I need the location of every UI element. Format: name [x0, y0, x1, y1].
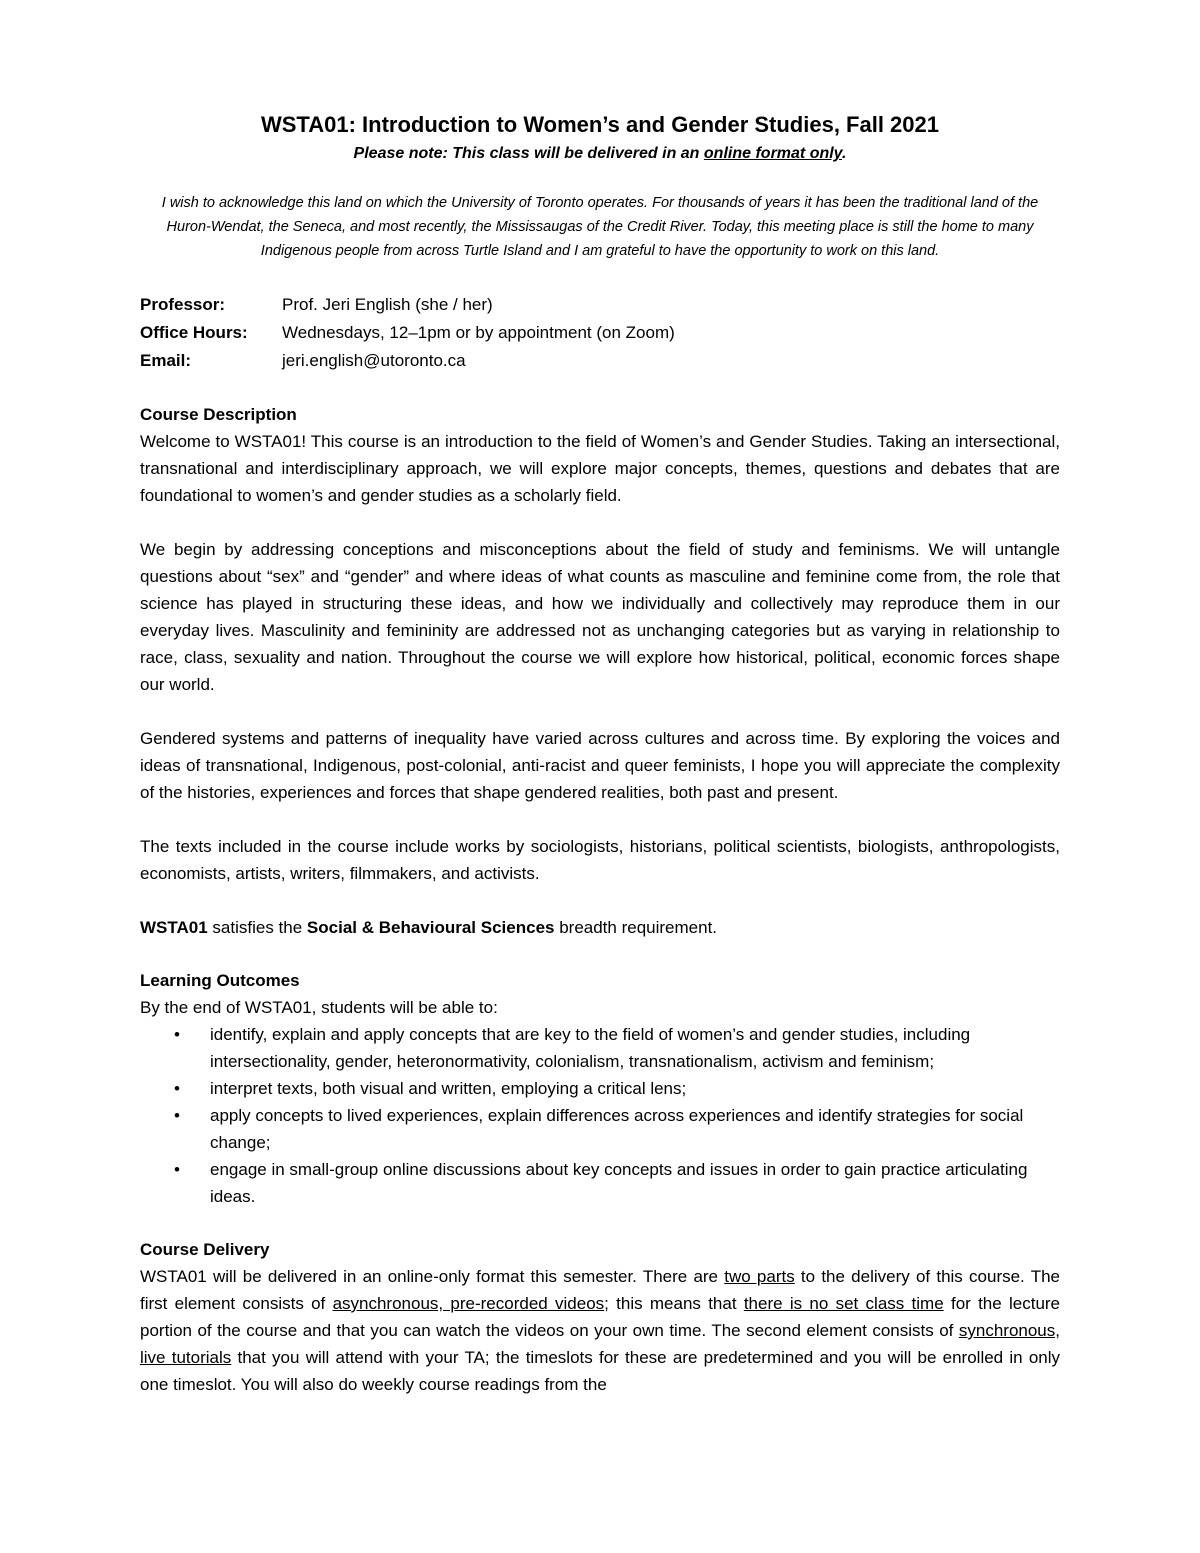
professor-label: Professor:: [140, 295, 226, 314]
description-paragraph: We begin by addressing conceptions and misconceptions about the field of study and feminisms. We will untangle questions about “sex” and “gender” and where ideas of what counts as masculine and feminine come from, the role that science has played in structuring these ideas, and how we individually and collectively may reproduce them in our everyday lives. Masculinity and femininity are addressed not as unchanging categories but as varying in relationship to race, class, sexuality and nation. Throughout the course we will explore how historical, political, economic forces shape our world.: [140, 540, 1060, 694]
description-paragraph: Gendered systems and patterns of inequality have varied across cultures and across time. By exploring the voices and ideas of transnational, Indigenous, post-colonial, anti-racist and queer feminists, I hope you will appreciate the complexity of the histories, experiences and forces that shape gendered realities, both past and present.: [140, 729, 1060, 802]
email-label: Email:: [140, 351, 192, 370]
course-description-heading: Course Description: [140, 405, 297, 424]
course-delivery-section: [140, 1236, 1060, 1398]
page-title: WSTA01: Introduction to Women’s and Gender Studies, Fall 2021: [260, 112, 939, 137]
list-item: • identify, explain and apply concepts that are key to the field of women’s and gender studies, including intersectionality, gender, heteronormativity, colonialism, transnationalism, activism and feminism;: [210, 1021, 1060, 1075]
online-format-text: online format only: [703, 145, 842, 162]
email-row: [140, 347, 1060, 375]
course-delivery-paragraph: WSTA01 will be delivered in an online-only format this semester. There are two parts to the delivery of this course. The first element consists of asynchronous, pre-recorded videos; this means that there is no set class time for the lecture portion of the course and that you can watch the videos on your own time. The second element consists of synchronous, live tutorials that you will attend with your TA; the timeslots for these are predetermined and you will be enrolled in only one timeslot. You will also do weekly course readings from the: [140, 1267, 1061, 1394]
professor-value: Prof. Jeri English (she / her): [282, 295, 493, 314]
delivery-note: Please note: This class will be delivered in an online format only.: [353, 145, 847, 162]
description-paragraph: The texts included in the course include works by sociologists, historians, political scientists, biologists, anthropologists, economists, artists, writers, filmmakers, and activists.: [140, 837, 1060, 883]
office-hours-label: Office Hours:: [140, 323, 248, 342]
list-item: • apply concepts to lived experiences, explain differences across experiences and identify strategies for social change;: [210, 1102, 1060, 1156]
learning-outcomes-list: [140, 1021, 1060, 1210]
instructor-info: [140, 291, 1060, 375]
professor-row: [140, 291, 1060, 319]
learning-outcomes-section: [140, 967, 1060, 1210]
breadth-requirement: WSTA01 satisfies the Social & Behavioural Sciences breadth requirement.: [140, 918, 718, 937]
office-hours-value: Wednesdays, 12–1pm or by appointment (on Zoom): [282, 323, 675, 342]
learning-outcomes-heading: Learning Outcomes: [140, 971, 300, 990]
description-paragraph: Welcome to WSTA01! This course is an introduction to the field of Women’s and Gender Studies. Taking an intersectional, transnational and interdisciplinary approach, we will explore major concepts, themes, questions and debates that are foundational to women’s and gender studies as a scholarly field.: [140, 432, 1060, 505]
email-value: jeri.english@utoronto.ca: [282, 351, 466, 370]
office-hours-row: [140, 319, 1060, 347]
course-delivery-heading: Course Delivery: [140, 1240, 270, 1259]
land-acknowledgement: I wish to acknowledge this land on which the University of Toronto operates. For thousands of years it has been the traditional land of the Huron-Wendat, the Seneca, and most recently, the Mississaugas of the Credit River. Today, this meeting place is still the home to many Indigenous people from across Turtle Island and I am grateful to have the opportunity to work on this land.: [161, 195, 1039, 259]
list-item: • engage in small-group online discussions about key concepts and issues in order to gain practice articulating ideas.: [210, 1156, 1060, 1210]
learning-outcomes-intro: By the end of WSTA01, students will be able to:: [140, 998, 498, 1017]
list-item: • interpret texts, both visual and written, employing a critical lens;: [210, 1075, 1060, 1102]
course-description-section: [140, 401, 1060, 941]
